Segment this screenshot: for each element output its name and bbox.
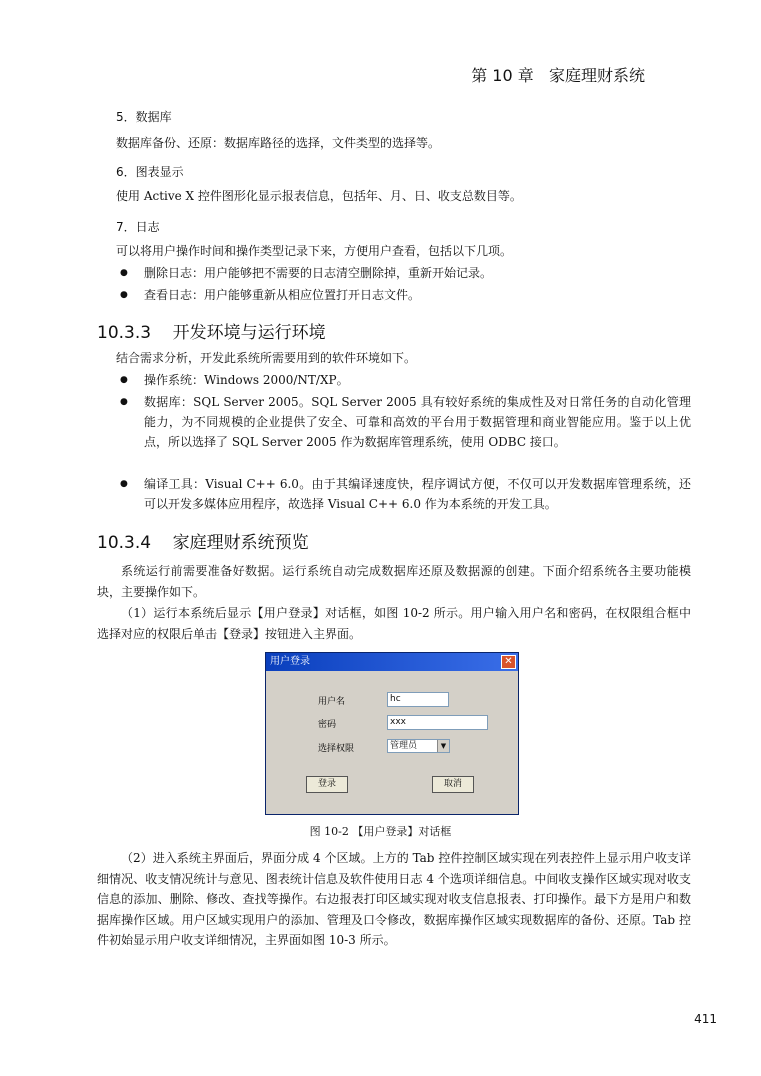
section-7-title: 7．日志 [116,220,160,234]
section-10-3-3-heading: 10.3.3 开发环境与运行环境 [97,323,326,343]
paragraph: （1）运行本系统后显示【用户登录】对话框，如图 10-2 所示。用户输入用户名和密码，在权限组合框中选择对应的权限后单击【登录】按钮进入主界面。 [97,606,691,641]
login-button[interactable]: 登录 [306,776,348,793]
list-item: ● 删除日志：用户能够把不需要的日志清空删除掉，重新开始记录。 [120,263,691,283]
chevron-down-icon[interactable]: ▼ [437,740,449,752]
dialog-title: 用户登录 [270,656,310,667]
dialog-titlebar [266,653,518,671]
paragraph: 系统运行前需要准备好数据。运行系统自动完成数据库还原及数据源的创建。下面介绍系统各主要功能模块，主要操作如下。 [97,564,691,599]
list-item: ● 数据库：SQL Server 2005。SQL Server 2005 具有较好系统的集成性及对日常任务的自动化管理能力，为不同规模的企业提供了安全、可靠和高效的平台用于数据管理和商业智能应用。鉴于以上优点，所以选择了 SQL Server 2005 作为数据库管理系统，使用 ODBC 接口。 [120,392,691,452]
paragraph: （2）进入系统主界面后，界面分成 4 个区域。上方的 Tab 控件控制区域实现在列表控件上显示用户收支详细情况、收支情况统计与意见、图表统计信息及软件使用日志 4 个选项详细信息。中间收支操作区域实现对收支信息的添加、删除、修改、查找等操作。右边报表打印区域实现对收支信息报表、打印操作。最下方是用户和数据库操作区域。用户区域实现用户的添加、管理及口令修改，数据库操作区域实现数据库的备份、还原。Tab 控件初始显示用户收支详细情况，主界面如图 10-3 所示。 [97,851,691,947]
section-7-text: 可以将用户操作时间和操作类型记录下来，方便用户查看，包括以下几项。 [116,244,513,258]
username-input[interactable]: hc [387,692,449,707]
section-5-text: 数据库备份、还原：数据库路径的选择，文件类型的选择等。 [116,136,441,150]
cancel-button[interactable]: 取消 [432,776,474,793]
username-label: 用户名 [318,697,346,707]
role-select[interactable] [387,739,450,753]
login-dialog [265,652,519,815]
section-5-title: 5．数据库 [116,110,172,124]
password-label: 密码 [318,720,337,730]
figure-caption: 图 10-2 【用户登录】对话框 [309,825,452,838]
role-label: 选择权限 [318,744,355,754]
list-item: ● 操作系统：Windows 2000/NT/XP。 [120,370,691,390]
section-10-3-3-intro: 结合需求分析，开发此系统所需要用到的软件环境如下。 [116,351,417,365]
list-item: ● 查看日志：用户能够重新从相应位置打开日志文件。 [120,285,691,305]
section-6-title: 6．图表显示 [116,165,184,179]
role-value: 管理员 [390,741,418,751]
chapter-header: 第 10 章 家庭理财系统 [471,66,645,85]
close-icon[interactable]: ✕ [501,655,516,669]
section-10-3-4-heading: 10.3.4 家庭理财系统预览 [97,533,309,553]
password-input[interactable]: xxx [387,715,488,730]
list-item: ● 编译工具：Visual C++ 6.0。由于其编译速度快，程序调试方便，不仅可以开发数据库管理系统，还可以开发多媒体应用程序，故选择 Visual C++ 6.0 作为本系统的开发工具。 [120,474,691,514]
page-number: 411 [694,1012,717,1026]
section-6-text: 使用 Active X 控件图形化显示报表信息，包括年、月、日、收支总数目等。 [116,189,522,203]
